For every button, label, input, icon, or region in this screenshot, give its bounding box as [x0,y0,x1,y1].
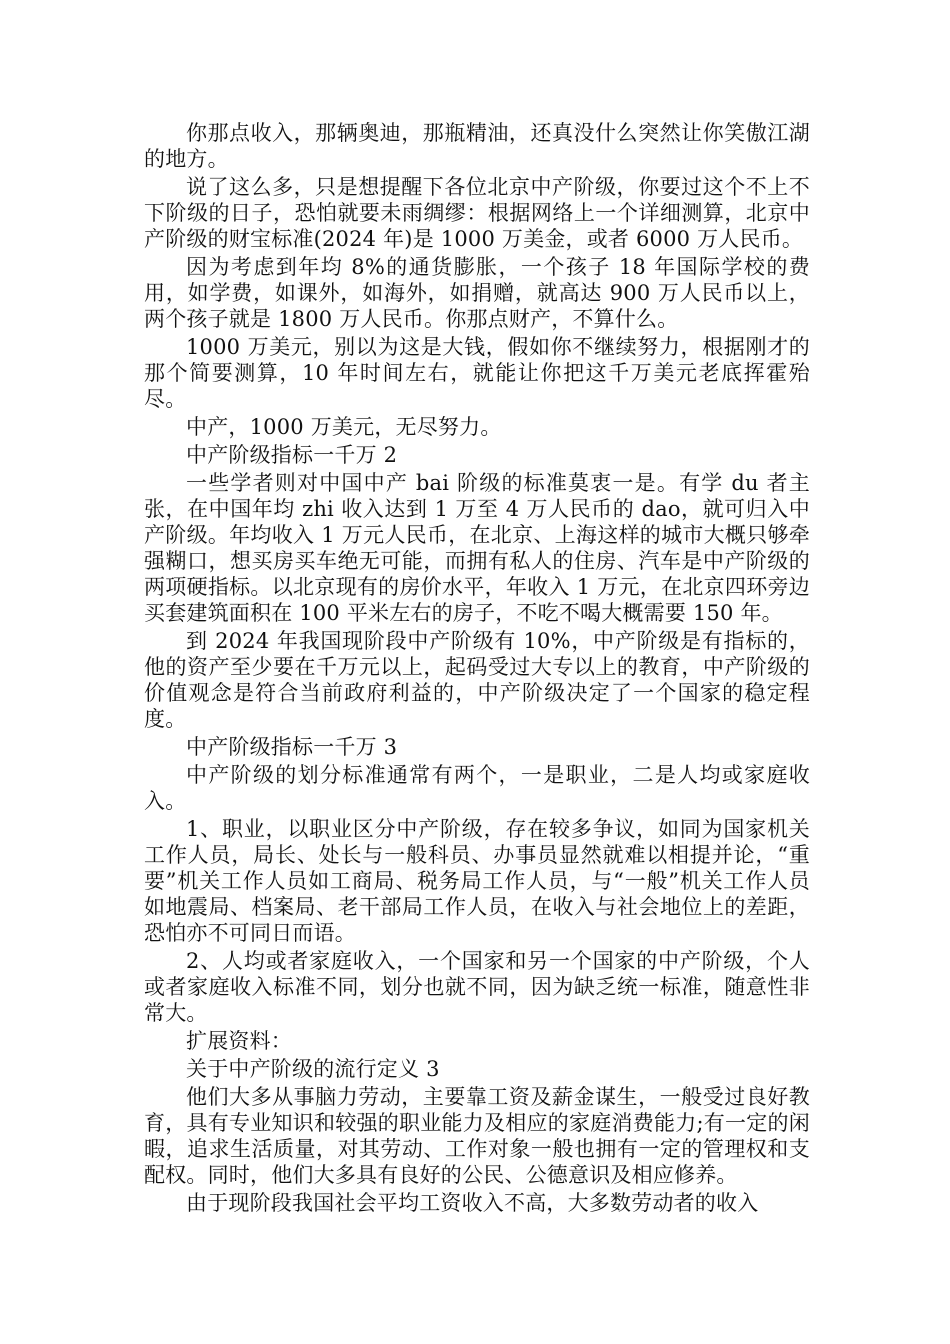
definition-heading: 关于中产阶级的流行定义 3 [186,1057,440,1081]
paragraph-6: 一些学者则对中国中产 bai 阶级的标准莫衷一是。有学 du 者主张，在中国年均 zhi 收入达到 1 万至 4 万人民币的 dao，就可归入中产阶级。年均收入 1 万元人民币，在北京、上海这样的城市大概只够牵强糊口，想买房买车绝无可能，而拥有私人的住房、汽车是中产阶级的两项硬指标。以北京现有的房价水平，年收入 1 万元，在北京四环旁边买套建筑面积在 100 平米左右的房子，不吃不喝大概需要 150 年。 [144,471,810,625]
paragraph-3: 因为考虑到年均 8%的通货膨胀，一个孩子 18 年国际学校的费用，如学费，如课外，如海外，如捐赠，就高达 900 万人民币以上，两个孩子就是 1800 万人民币。你那点财产，不算什么。 [144,255,810,331]
section-heading-3: 中产阶级指标一千万 3 [186,735,398,759]
paragraph-11: 他们大多从事脑力劳动，主要靠工资及薪金谋生，一般受过良好教育，具有专业知识和较强的职业能力及相应的家庭消费能力;有一定的闲暇，追求生活质量，对其劳动、工作对象一般也拥有一定的管理权和支配权。同时，他们大多具有良好的公民、公德意识及相应修养。 [144,1085,810,1187]
paragraph-2: 说了这么多，只是想提醒下各位北京中产阶级，你要过这个不上不下阶级的日子，恐怕就要未雨绸缪：根据网络上一个详细测算，北京中产阶级的财宝标准(2024 年)是 1000 万美金，或者 6000 万人民币。 [144,175,810,251]
paragraph-9: 1、职业，以职业区分中产阶级，存在较多争议，如同为国家机关工作人员，局长、处长与一般科员、办事员显然就难以相提并论，“重要”机关工作人员如工商局、税务局工作人员，与“一般”机关工作人员如地震局、档案局、老干部局工作人员，在收入与社会地位上的差距，恐怕亦不可同日而语。 [144,817,810,945]
document-body [144,120,810,1218]
paragraph-8: 中产阶级的划分标准通常有两个，一是职业，二是人均或家庭收入。 [144,763,810,813]
paragraph-10: 2、人均或者家庭收入，一个国家和另一个国家的中产阶级，个人或者家庭收入标准不同，划分也就不同，因为缺乏统一标准，随意性非常大。 [144,949,810,1025]
paragraph-4: 1000 万美元，别以为这是大钱，假如你不继续努力，根据刚才的那个简要测算，10 年时间左右，就能让你把这千万美元老底挥霍殆尽。 [144,335,810,411]
extended-material-label: 扩展资料： [186,1029,292,1053]
section-heading-2: 中产阶级指标一千万 2 [186,443,398,467]
paragraph-12: 由于现阶段我国社会平均工资收入不高，大多数劳动者的收入 [186,1191,759,1215]
paragraph-5: 中产，1000 万美元，无尽努力。 [186,415,502,439]
paragraph-7: 到 2024 年我国现阶段中产阶级有 10%，中产阶级是有指标的，他的资产至少要在千万元以上，起码受过大专以上的教育，中产阶级的价值观念是符合当前政府利益的，中产阶级决定了一个国家的稳定程度。 [144,629,810,731]
paragraph-1: 你那点收入，那辆奥迪，那瓶精油，还真没什么突然让你笑傲江湖的地方。 [144,121,810,171]
